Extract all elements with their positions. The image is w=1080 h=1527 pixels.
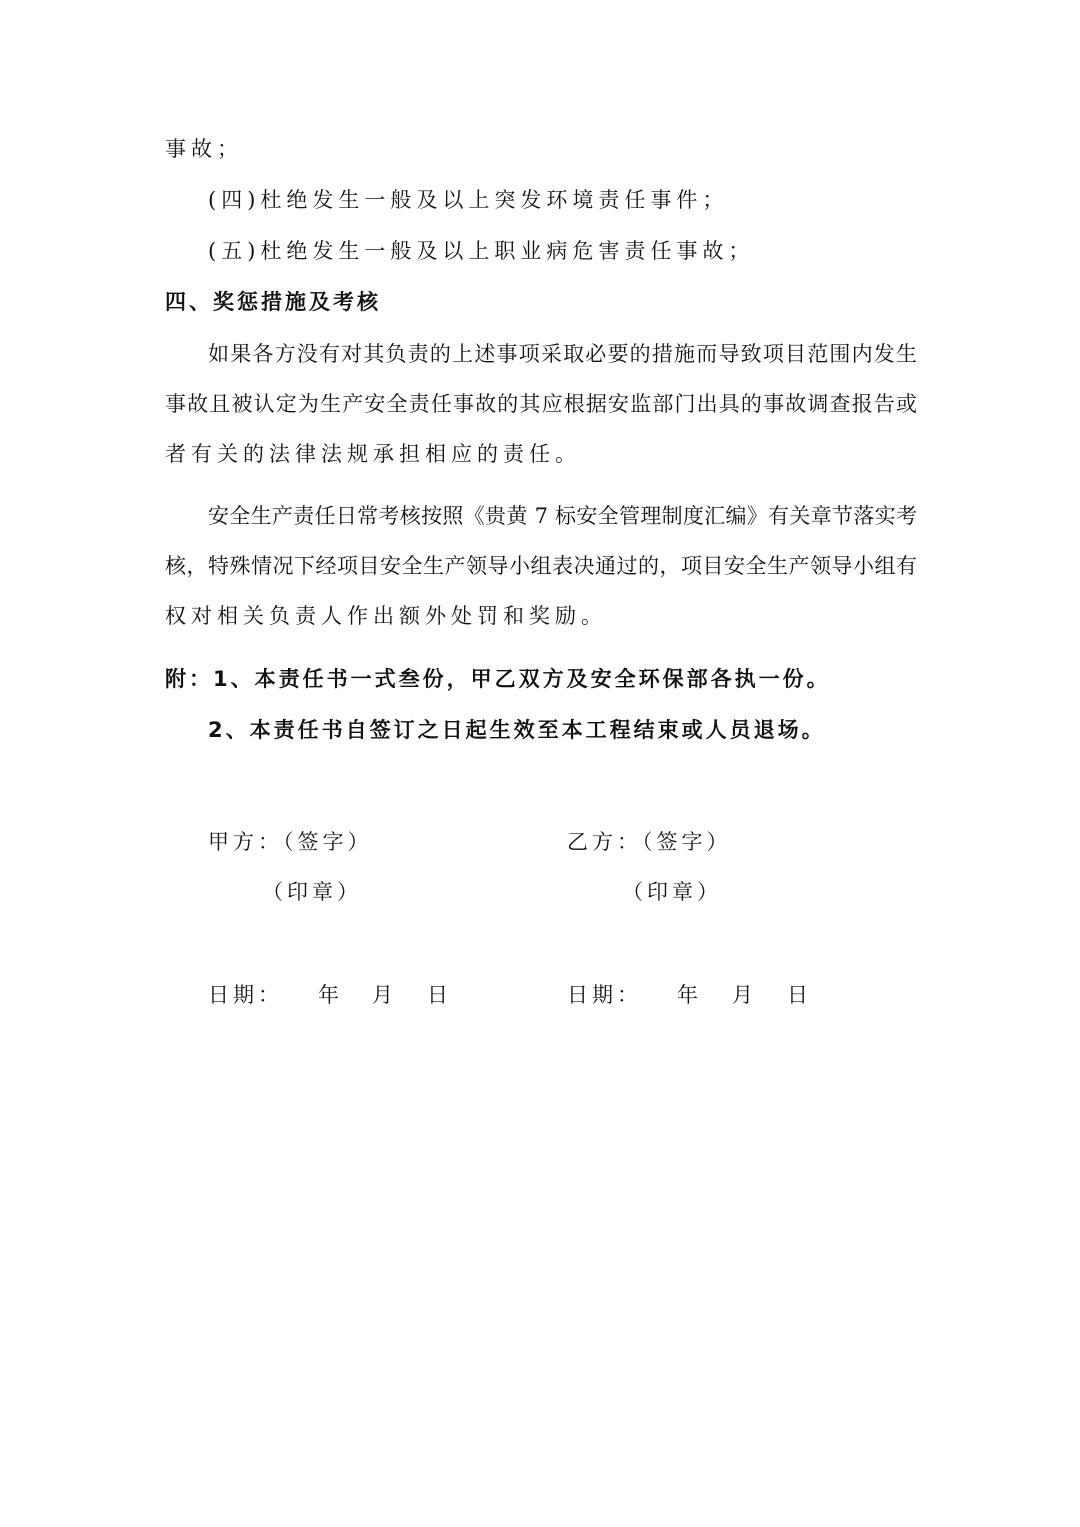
appendix-note-2: 2、本责任书自签订之日起生效至本工程结束或人员退场。 <box>208 718 826 742</box>
paragraph-2-line-2: 核，特殊情况下经项目安全生产领导小组表决通过的，项目安全生产领导小组有 <box>165 554 917 578</box>
section-heading: 四、奖惩措施及考核 <box>165 290 381 314</box>
body-text-line: 事故； <box>165 137 243 161</box>
appendix-note-1: 附：1、本责任书一式叁份，甲乙双方及安全环保部各执一份。 <box>165 667 831 691</box>
party-a-signature-label: 甲方：（签字） <box>208 830 373 854</box>
party-b-date-day: 日 <box>787 983 812 1007</box>
paragraph-2-line-1: 安全生产责任日常考核按照《贵黄 7 标安全管理制度汇编》有关章节落实考 <box>208 504 917 528</box>
party-a-date-day: 日 <box>427 983 452 1007</box>
party-b-signature-label: 乙方：（签字） <box>567 830 732 854</box>
paragraph-1-line-2: 事故且被认定为生产安全责任事故的其应根据安监部门出具的事故调查报告或 <box>165 392 917 416</box>
party-b-seal-label: （印章） <box>622 880 722 904</box>
party-b-date-label: 日期： <box>567 983 642 1007</box>
list-item-4: (四)杜绝发生一般及以上突发环境责任事件； <box>208 188 729 212</box>
party-a-seal-label: （印章） <box>262 880 362 904</box>
list-item-5: (五)杜绝发生一般及以上职业病危害责任事故； <box>208 239 755 263</box>
party-b-date-year: 年 <box>677 983 702 1007</box>
party-a-date-year: 年 <box>318 983 343 1007</box>
paragraph-1-line-1: 如果各方没有对其负责的上述事项采取必要的措施而导致项目范围内发生 <box>208 342 917 366</box>
party-a-date-label: 日期： <box>208 983 283 1007</box>
paragraph-2-line-3: 权对相关负责人作出额外处罚和奖励。 <box>165 604 607 628</box>
paragraph-1-line-3: 者有关的法律法规承担相应的责任。 <box>165 442 581 466</box>
party-b-date-month: 月 <box>732 983 757 1007</box>
party-a-date-month: 月 <box>372 983 397 1007</box>
